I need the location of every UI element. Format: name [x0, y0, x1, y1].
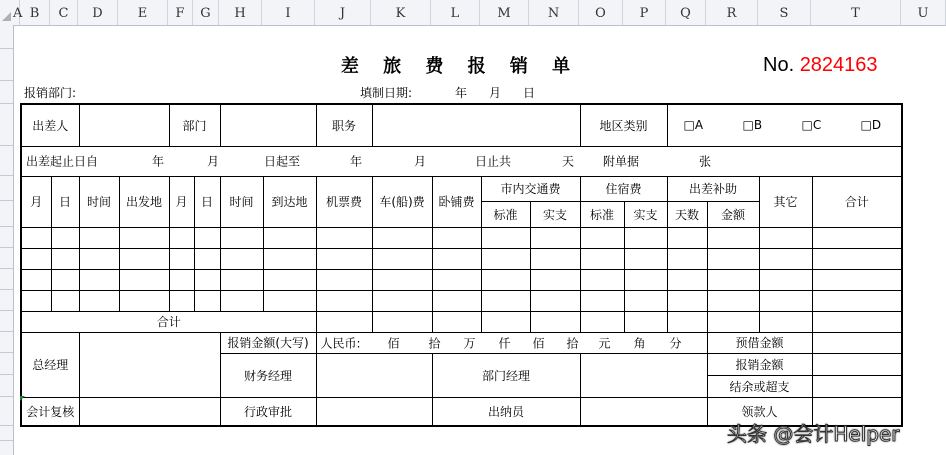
column-header-M[interactable]: M [480, 0, 529, 25]
payee-label: 领款人 [707, 397, 812, 426]
hdr-sub-standard: 标准 [580, 201, 624, 227]
hdr-month-arrive: 月 [169, 176, 194, 227]
column-header-D[interactable]: D [78, 0, 118, 25]
gm-sign-cell[interactable] [79, 332, 220, 397]
form-number-label: No. [763, 54, 795, 76]
dept-label: 报销部门: [24, 86, 77, 100]
audit-cell[interactable] [79, 397, 220, 426]
expense-cell[interactable] [169, 227, 194, 248]
advance-label: 预借金额 [707, 332, 812, 353]
expense-cell[interactable] [316, 269, 372, 290]
region-label: 地区类别 [580, 104, 667, 146]
finance-mgr-label: 财务经理 [220, 353, 316, 397]
region-option-a[interactable]: □A [683, 118, 704, 133]
expense-cell[interactable] [220, 248, 263, 269]
gm-label: 总经理 [21, 332, 79, 397]
advance-cell[interactable] [812, 332, 902, 353]
expense-cell[interactable] [372, 248, 432, 269]
row-divider [0, 310, 13, 311]
row-divider [0, 200, 13, 201]
hdr-other: 其它 [759, 176, 812, 227]
expense-cell[interactable] [119, 269, 169, 290]
row-divider [0, 396, 13, 397]
hdr-day-depart: 日 [51, 176, 79, 227]
dept-mgr-label: 部门经理 [432, 353, 580, 397]
row-divider [0, 145, 13, 146]
hdr-sub-days: 天数 [667, 201, 707, 227]
expense-cell[interactable] [624, 290, 667, 311]
column-header-C[interactable]: C [50, 0, 78, 25]
amount-caps-label: 报销金额(大写) [220, 332, 316, 353]
column-header-S[interactable]: S [758, 0, 811, 25]
row-divider [0, 247, 13, 248]
column-header-A[interactable]: A [13, 0, 20, 25]
travel-period-text: 张 [699, 154, 712, 169]
expense-cell[interactable] [119, 248, 169, 269]
expense-cell[interactable] [667, 248, 707, 269]
expense-cell[interactable] [316, 248, 372, 269]
total-cell[interactable] [812, 311, 902, 332]
region-options [667, 104, 902, 146]
form-title: 差 旅 费 报 销 单 [340, 56, 580, 77]
dept-mgr-cell[interactable] [580, 353, 707, 397]
finance-mgr-cell[interactable] [316, 353, 432, 397]
row-divider [0, 48, 13, 49]
expense-cell[interactable] [624, 248, 667, 269]
region-option-c[interactable]: □C [801, 118, 822, 133]
expense-cell[interactable] [580, 248, 624, 269]
travel-period-text: 月 [414, 154, 427, 169]
row-divider [0, 440, 13, 441]
expense-cell[interactable] [580, 290, 624, 311]
hdr-to: 到达地 [263, 176, 316, 227]
hdr-day-arrive: 日 [194, 176, 220, 227]
expense-cell[interactable] [580, 269, 624, 290]
total-cell[interactable] [707, 311, 759, 332]
expense-cell[interactable] [707, 290, 759, 311]
total-cell[interactable] [432, 311, 481, 332]
expense-cell[interactable] [194, 227, 220, 248]
expense-cell[interactable] [580, 227, 624, 248]
column-header-H[interactable]: H [219, 0, 262, 25]
hdr-allowance: 出差补助 [667, 176, 759, 201]
expense-cell[interactable] [530, 290, 580, 311]
watermark: 头条 @会计Helper [727, 422, 900, 446]
expense-cell[interactable] [194, 269, 220, 290]
cashier-label: 出纳员 [432, 397, 580, 426]
expense-cell[interactable] [667, 269, 707, 290]
row-divider [0, 331, 13, 332]
travel-period-text: 年 [152, 154, 165, 169]
expense-cell[interactable] [812, 269, 902, 290]
hdr-time-depart: 时间 [79, 176, 119, 227]
rmb-unit-label: 佰 [387, 336, 400, 350]
travel-period-text: 附单据 [603, 154, 640, 169]
expense-cell[interactable] [51, 248, 79, 269]
admin-label: 行政审批 [220, 397, 316, 426]
form-number [763, 54, 878, 77]
expense-cell[interactable] [530, 248, 580, 269]
rmb-unit-label: 万 [463, 336, 476, 350]
row-divider [0, 103, 13, 104]
total-cell[interactable] [667, 311, 707, 332]
expense-cell[interactable] [432, 227, 481, 248]
column-header-L[interactable]: L [431, 0, 480, 25]
rmb-unit-label: 人民币: [320, 336, 361, 350]
row-header-gutter [0, 25, 14, 455]
expense-cell[interactable] [220, 227, 263, 248]
total-label: 合计 [21, 311, 316, 332]
traveler-cell[interactable] [79, 104, 169, 146]
column-header-Q[interactable]: Q [666, 0, 706, 25]
expense-cell[interactable] [759, 290, 812, 311]
hdr-city-transport: 市内交通费 [481, 176, 580, 201]
expense-cell[interactable] [432, 290, 481, 311]
hdr-lodging: 住宿费 [580, 176, 667, 201]
expense-cell[interactable] [79, 248, 119, 269]
expense-cell[interactable] [481, 269, 530, 290]
expense-cell[interactable] [759, 227, 812, 248]
row-divider [0, 352, 13, 353]
reimburse-cell[interactable] [812, 353, 902, 375]
traveler-label: 出差人 [21, 104, 79, 146]
column-header-F[interactable]: F [168, 0, 193, 25]
column-header-N[interactable]: N [529, 0, 579, 25]
expense-cell[interactable] [481, 227, 530, 248]
fill-date-year: 年 [455, 86, 468, 100]
total-cell[interactable] [580, 311, 624, 332]
total-cell[interactable] [759, 311, 812, 332]
hdr-month-depart: 月 [21, 176, 51, 227]
expense-cell[interactable] [707, 269, 759, 290]
expense-cell[interactable] [530, 269, 580, 290]
expense-cell[interactable] [372, 290, 432, 311]
cell-comment-marker [20, 396, 25, 401]
dept-cell[interactable] [220, 104, 316, 146]
expense-cell[interactable] [169, 290, 194, 311]
column-header-O[interactable]: O [579, 0, 623, 25]
expense-cell[interactable] [119, 290, 169, 311]
column-header-K[interactable]: K [371, 0, 431, 25]
rmb-unit-label: 拾 [428, 336, 441, 350]
form-number-value: 2824163 [799, 54, 878, 76]
expense-cell[interactable] [119, 227, 169, 248]
row-divider [0, 80, 13, 81]
expense-cell[interactable] [169, 248, 194, 269]
dept-label-cell: 部门 [169, 104, 220, 146]
row-divider [0, 268, 13, 269]
expense-cell[interactable] [79, 269, 119, 290]
expense-row [21, 269, 902, 290]
expense-cell[interactable] [316, 227, 372, 248]
total-cell[interactable] [624, 311, 667, 332]
expense-cell[interactable] [79, 227, 119, 248]
admin-cell[interactable] [316, 397, 432, 426]
total-cell[interactable] [530, 311, 580, 332]
column-header-B[interactable]: B [20, 0, 50, 25]
expense-cell[interactable] [812, 290, 902, 311]
rmb-unit-label: 拾 [566, 336, 579, 350]
row-divider [0, 425, 13, 426]
expense-row [21, 248, 902, 269]
column-header-I[interactable]: I [262, 0, 315, 25]
hdr-air: 机票费 [316, 176, 372, 227]
total-cell[interactable] [481, 311, 530, 332]
expense-cell[interactable] [194, 290, 220, 311]
expense-cell[interactable] [194, 248, 220, 269]
expense-cell[interactable] [624, 227, 667, 248]
column-header-G[interactable]: G [193, 0, 219, 25]
column-header-R[interactable]: R [706, 0, 758, 25]
expense-cell[interactable] [220, 290, 263, 311]
travel-period-text: 月 [207, 154, 220, 169]
expense-cell[interactable] [530, 227, 580, 248]
expense-cell[interactable] [707, 227, 759, 248]
total-cell[interactable] [316, 311, 372, 332]
expense-cell[interactable] [21, 269, 51, 290]
select-all-corner[interactable] [2, 12, 11, 21]
expense-cell[interactable] [667, 290, 707, 311]
expense-cell[interactable] [21, 227, 51, 248]
expense-cell[interactable] [21, 248, 51, 269]
position-label: 职务 [316, 104, 372, 146]
expense-cell[interactable] [21, 290, 51, 311]
row-divider [0, 374, 13, 375]
expense-cell[interactable] [707, 248, 759, 269]
expense-cell[interactable] [51, 227, 79, 248]
column-header-U[interactable]: U [901, 0, 946, 25]
expense-cell[interactable] [169, 269, 194, 290]
expense-cell[interactable] [812, 248, 902, 269]
expense-cell[interactable] [667, 227, 707, 248]
expense-row [21, 227, 902, 248]
expense-cell[interactable] [432, 269, 481, 290]
travel-period-text: 日止共 [475, 154, 512, 169]
expense-cell[interactable] [372, 269, 432, 290]
travel-period-text: 日起至 [264, 154, 301, 169]
reimburse-label: 报销金额 [707, 353, 812, 375]
expense-cell[interactable] [263, 269, 316, 290]
expense-cell[interactable] [263, 248, 316, 269]
column-header-J[interactable]: J [315, 0, 371, 25]
expense-cell[interactable] [79, 290, 119, 311]
column-header-P[interactable]: P [623, 0, 666, 25]
expense-cell[interactable] [759, 248, 812, 269]
hdr-sleeper: 卧铺费 [432, 176, 481, 227]
hdr-from: 出发地 [119, 176, 169, 227]
fill-date-month: 月 [489, 86, 502, 100]
audit-label: 会计复核 [21, 397, 79, 426]
balance-label: 结余或超支 [707, 375, 812, 397]
expense-cell[interactable] [220, 269, 263, 290]
travel-period-row[interactable] [21, 146, 902, 176]
row-divider [0, 226, 13, 227]
column-header-E[interactable]: E [118, 0, 168, 25]
amount-caps-cell[interactable] [316, 332, 707, 353]
rmb-unit-label: 角 [633, 336, 646, 350]
total-cell[interactable] [372, 311, 432, 332]
expense-form-table [20, 103, 903, 427]
balance-cell[interactable] [812, 375, 902, 397]
fill-date-day: 日 [523, 86, 536, 100]
expense-cell[interactable] [51, 269, 79, 290]
expense-cell[interactable] [263, 227, 316, 248]
hdr-time-arrive: 时间 [220, 176, 263, 227]
row-divider [0, 289, 13, 290]
hdr-sub-amount: 金额 [707, 201, 759, 227]
expense-cell[interactable] [481, 290, 530, 311]
rmb-unit-label: 元 [598, 336, 611, 350]
cashier-cell[interactable] [580, 397, 707, 426]
expense-cell[interactable] [481, 248, 530, 269]
region-option-d[interactable]: □D [860, 118, 882, 133]
expense-cell[interactable] [759, 269, 812, 290]
region-option-b[interactable]: □B [742, 118, 763, 133]
expense-cell[interactable] [624, 269, 667, 290]
hdr-sub-standard: 标准 [481, 201, 530, 227]
travel-period-text: 年 [350, 154, 363, 169]
hdr-sub-actual: 实支 [530, 201, 580, 227]
position-cell[interactable] [372, 104, 580, 146]
row-divider [0, 175, 13, 176]
expense-cell[interactable] [263, 290, 316, 311]
hdr-vehicle: 车(船)费 [372, 176, 432, 227]
expense-cell[interactable] [316, 290, 372, 311]
expense-row [21, 290, 902, 311]
expense-cell[interactable] [812, 227, 902, 248]
column-header-T[interactable]: T [811, 0, 901, 25]
travel-period-text: 出差起止日自 [26, 154, 99, 169]
rmb-unit-label: 佰 [532, 336, 545, 350]
rmb-unit-label: 仟 [498, 336, 511, 350]
expense-cell[interactable] [51, 290, 79, 311]
travel-period-text: 天 [562, 154, 575, 169]
hdr-sub-actual: 实支 [624, 201, 667, 227]
expense-cell[interactable] [372, 227, 432, 248]
fill-date-label: 填制日期: [360, 86, 413, 100]
expense-cell[interactable] [432, 248, 481, 269]
rmb-unit-label: 分 [669, 336, 682, 350]
hdr-total: 合计 [812, 176, 902, 227]
